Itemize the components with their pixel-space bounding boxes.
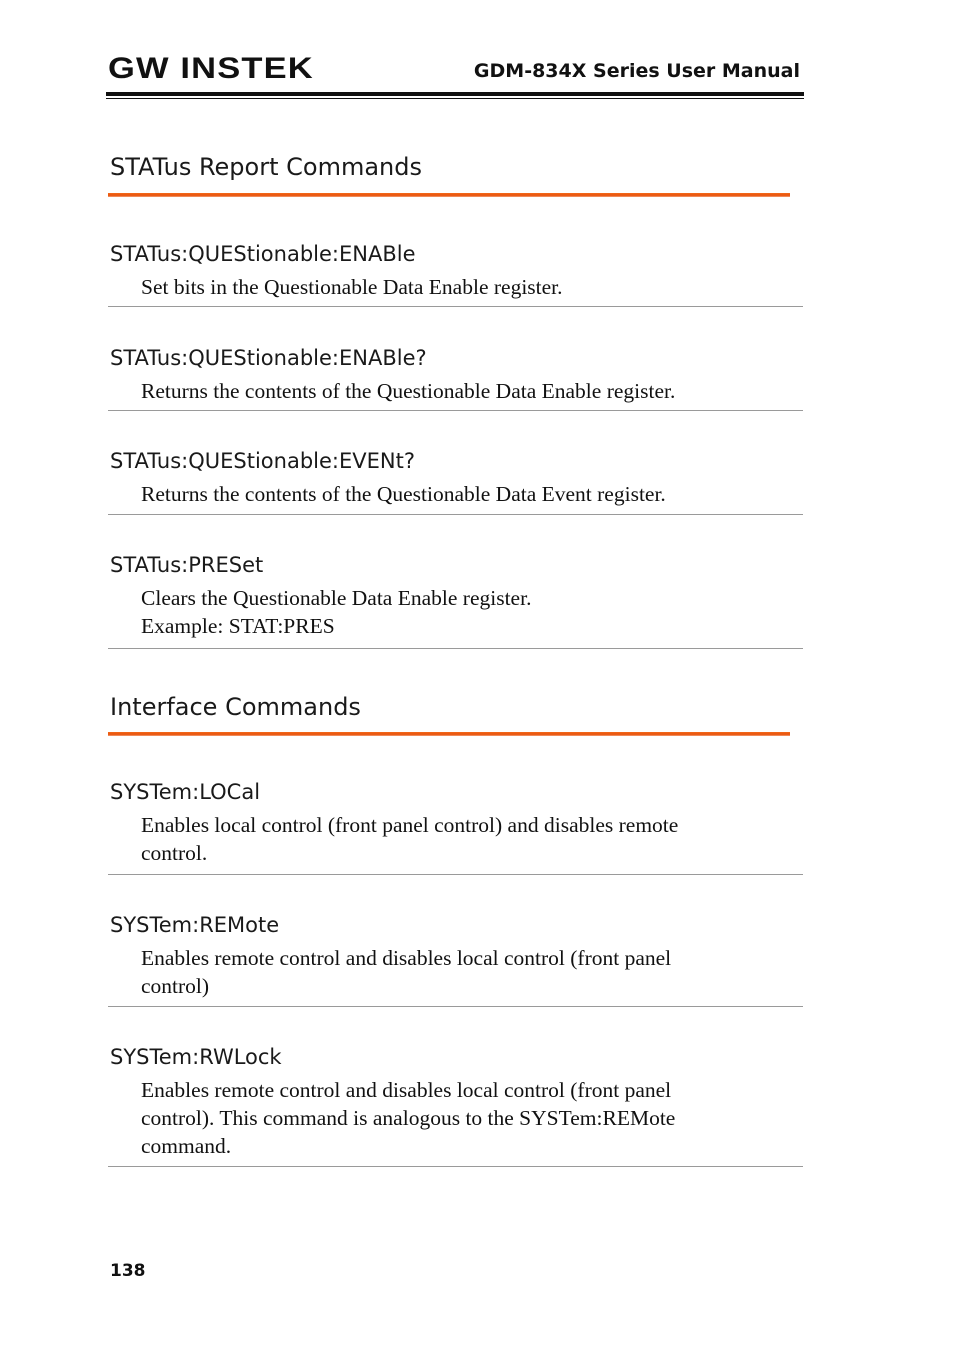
- command-separator: [108, 648, 803, 649]
- command-separator: [108, 874, 803, 875]
- section-rule: [108, 732, 790, 736]
- command-name: STATus:QUEStionable:ENABle: [110, 242, 416, 266]
- description-line: Returns the contents of the Questionable Data Event register.: [141, 482, 666, 506]
- section-title-status-report: STATus Report Commands: [110, 153, 422, 181]
- command-name: STATus:QUEStionable:EVENt?: [110, 449, 415, 473]
- command-description: [141, 584, 781, 640]
- section-rule: [108, 193, 790, 197]
- command-name: STATus:PRESet: [110, 553, 264, 577]
- command-name: SYSTem:REMote: [110, 913, 280, 937]
- section-title-interface: Interface Commands: [110, 693, 361, 721]
- command-separator: [108, 514, 803, 515]
- command-name: STATus:QUEStionable:ENABle?: [110, 346, 427, 370]
- command-description: [141, 1076, 781, 1160]
- brand-logo: GW INSTEK: [108, 52, 314, 85]
- description-line: Enables remote control and disables local control (front panel: [141, 1078, 672, 1102]
- command-separator: [108, 410, 803, 411]
- description-line: control): [141, 974, 210, 998]
- command-separator: [108, 306, 803, 307]
- description-line: Returns the contents of the Questionable Data Enable register.: [141, 379, 676, 403]
- command-description: [141, 811, 781, 867]
- description-line: Enables local control (front panel control) and disables remote: [141, 813, 679, 837]
- description-line: control.: [141, 841, 208, 865]
- description-line: control). This command is analogous to the SYSTem:REMote: [141, 1106, 676, 1130]
- header-divider-thin: [106, 98, 804, 99]
- command-separator: [108, 1166, 803, 1167]
- command-description: [141, 480, 781, 508]
- description-line: Enables remote control and disables local control (front panel: [141, 946, 672, 970]
- description-line: Example: STAT:PRES: [141, 614, 335, 638]
- command-description: [141, 377, 781, 405]
- page-number: 138: [110, 1261, 146, 1281]
- command-name: SYSTem:RWLock: [110, 1045, 282, 1069]
- manual-title: GDM-834X Series User Manual: [473, 60, 800, 82]
- description-line: Clears the Questionable Data Enable register.: [141, 586, 532, 610]
- description-line: Set bits in the Questionable Data Enable register.: [141, 275, 563, 299]
- command-separator: [108, 1006, 803, 1007]
- command-description: [141, 944, 781, 1000]
- command-description: [141, 273, 781, 301]
- header-divider: [106, 92, 804, 96]
- description-line: command.: [141, 1134, 232, 1158]
- command-name: SYSTem:LOCal: [110, 780, 261, 804]
